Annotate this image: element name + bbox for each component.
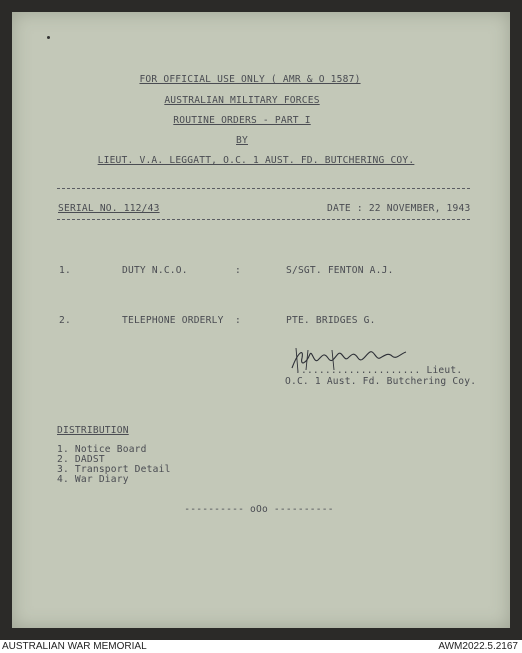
document-title: ROUTINE ORDERS - PART I: [173, 115, 311, 126]
footer-institution: AUSTRALIAN WAR MEMORIAL: [2, 641, 147, 652]
classification-line: FOR OFFICIAL USE ONLY ( AMR & O 1587): [139, 74, 361, 85]
distribution-item: 1. Notice Board: [57, 444, 147, 455]
signatory-title: O.C. 1 Aust. Fd. Butchering Coy.: [285, 376, 477, 387]
order-1-number: 1.: [59, 265, 71, 276]
distribution-item: 3. Transport Detail: [57, 464, 171, 475]
issuing-officer: LIEUT. V.A. LEGGATT, O.C. 1 AUST. FD. BUTCHERING COY.: [97, 155, 415, 166]
footer-accession-number: AWM2022.5.2167: [438, 641, 518, 652]
order-1-separator: :: [235, 265, 241, 276]
distribution-item: 4. War Diary: [57, 474, 129, 485]
order-2-role: TELEPHONE ORDERLY: [122, 315, 224, 326]
order-2-number: 2.: [59, 315, 71, 326]
distribution-heading: DISTRIBUTION: [57, 425, 129, 436]
separator-bottom: [57, 219, 470, 220]
distribution-item: 2. DADST: [57, 454, 105, 465]
order-2-name: PTE. BRIDGES G.: [286, 315, 376, 326]
signature-line: ..................... Lieut.: [295, 365, 463, 376]
separator-top: [57, 188, 470, 189]
end-mark: ---------- oOo ----------: [184, 504, 334, 515]
organization-line: AUSTRALIAN MILITARY FORCES: [164, 95, 320, 106]
by-line: BY: [236, 135, 248, 146]
issue-date: DATE : 22 NOVEMBER, 1943: [327, 203, 471, 214]
ink-speck: [47, 36, 50, 39]
order-1-role: DUTY N.C.O.: [122, 265, 188, 276]
order-2-separator: :: [235, 315, 241, 326]
order-1-name: S/SGT. FENTON A.J.: [286, 265, 394, 276]
serial-number: SERIAL NO. 112/43: [58, 203, 160, 214]
